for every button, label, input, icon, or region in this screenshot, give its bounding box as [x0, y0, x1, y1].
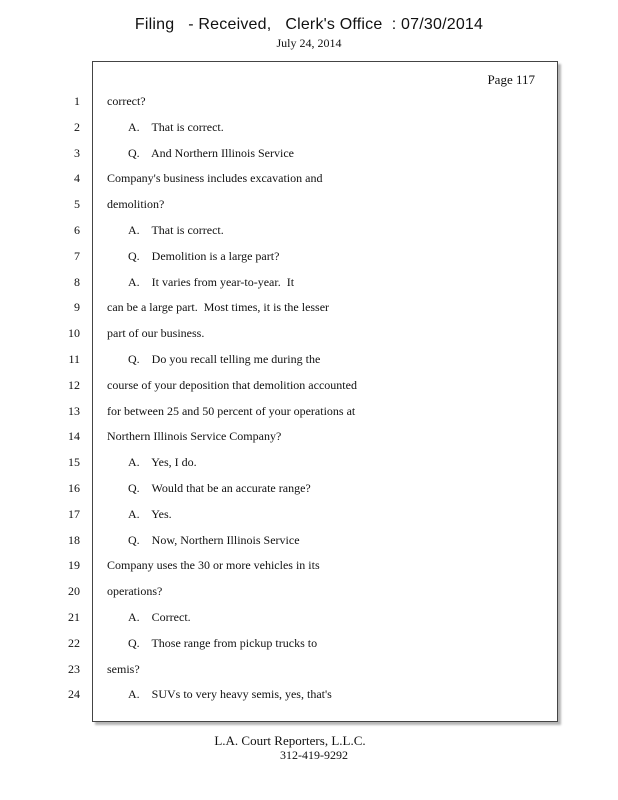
line-text: A. Correct.: [128, 610, 191, 624]
line-text: Q. And Northern Illinois Service: [128, 146, 294, 160]
filing-stamp-header: [0, 16, 618, 34]
received-label: - Received,: [188, 16, 272, 33]
reporter-company: L.A. Court Reporters, L.L.C.: [214, 733, 366, 748]
line-text: Company uses the 30 or more vehicles in its: [107, 558, 320, 572]
transcript-date: July 24, 2014: [276, 36, 342, 50]
filing-label: Filing: [134, 16, 175, 33]
line-text: A. SUVs to very heavy semis, yes, that's: [128, 687, 332, 701]
line-number: 1: [74, 94, 80, 108]
line-text: course of your deposition that demolition accounted: [107, 378, 357, 392]
line-number: 13: [68, 404, 80, 418]
line-number: 3: [74, 146, 80, 160]
line-number: 4: [74, 171, 80, 185]
line-number: 17: [68, 507, 80, 521]
line-text: Q. Now, Northern Illinois Service: [128, 533, 300, 547]
line-text: demolition?: [107, 197, 165, 211]
line-text: A. Yes, I do.: [128, 455, 197, 469]
line-number: 22: [68, 636, 80, 650]
line-text: A. That is correct.: [128, 120, 224, 134]
line-number: 16: [68, 481, 80, 495]
line-number: 9: [74, 300, 80, 314]
page-number: Page 117: [487, 72, 535, 87]
line-text: Q. Those range from pickup trucks to: [128, 636, 318, 650]
line-number: 23: [68, 662, 80, 676]
line-number: 18: [68, 533, 80, 547]
line-text: can be a large part. Most times, it is the lesser: [107, 300, 330, 314]
line-text: Q. Demolition is a large part?: [128, 249, 280, 263]
line-text: Northern Illinois Service Company?: [107, 429, 282, 443]
line-number: 5: [74, 197, 80, 211]
line-number: 11: [68, 352, 80, 366]
line-number: 20: [68, 584, 80, 598]
line-text: semis?: [107, 662, 140, 676]
line-text: for between 25 and 50 percent of your operations at: [107, 404, 356, 418]
line-text: operations?: [107, 584, 163, 598]
line-text: correct?: [107, 94, 146, 108]
clerks-office-label: Clerk's Office: [285, 16, 383, 33]
line-number: 8: [74, 275, 80, 289]
line-number: 7: [74, 249, 80, 263]
line-number: 6: [74, 223, 80, 237]
line-text: A. It varies from year-to-year. It: [128, 275, 295, 289]
line-number: 12: [68, 378, 80, 392]
line-text: Company's business includes excavation and: [107, 171, 323, 185]
line-number: 14: [68, 429, 80, 443]
line-number: 10: [68, 326, 80, 340]
line-number: 15: [68, 455, 80, 469]
line-text: Q. Would that be an accurate range?: [128, 481, 311, 495]
line-text: A. Yes.: [128, 507, 172, 521]
line-number: 19: [68, 558, 80, 572]
line-text: Q. Do you recall telling me during the: [128, 352, 321, 366]
filing-date: : 07/30/2014: [391, 16, 484, 33]
line-number: 24: [68, 687, 80, 701]
line-number: 2: [74, 120, 80, 134]
line-text: part of our business.: [107, 326, 205, 340]
reporter-phone: 312-419-9292: [280, 748, 348, 762]
line-number: 21: [68, 610, 80, 624]
line-text: A. That is correct.: [128, 223, 224, 237]
